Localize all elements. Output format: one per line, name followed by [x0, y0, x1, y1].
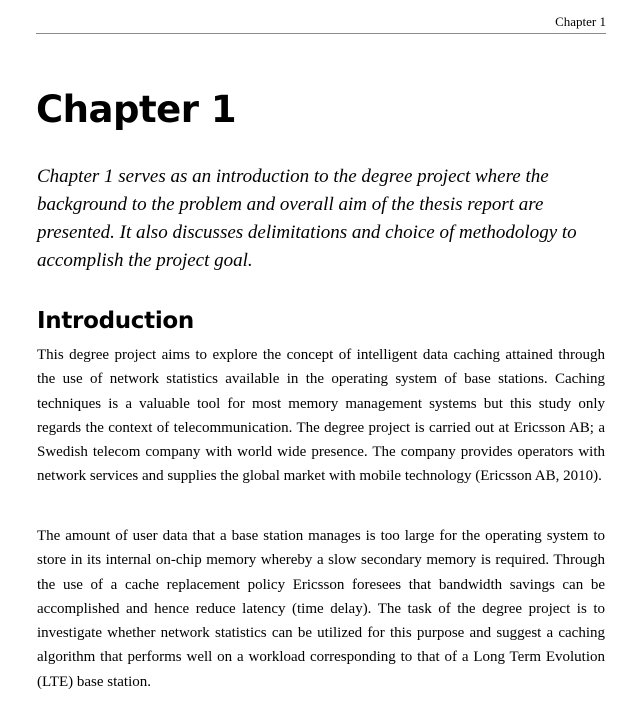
body-paragraph: The amount of user data that a base station manages is too large for the operating system to store in its internal on-chip memory whereby a slow secondary memory is required. Through the use of a cache replacement policy Ericsson foresees that bandwidth savings can be accomplished and hence reduce latency (time delay). The task of the degree project is to investigate whether network statistics can be utilized for this purpose and suggest a caching algorithm that performs well on a workload corresponding to that of a Long Term Evolution (LTE) base station. — [37, 528, 605, 690]
chapter-abstract: Chapter 1 serves as an introduction to the degree project where the background to the problem and overall aim of the thesis report are presented. It also discusses delimitations and choice of methodology to accomplish the project goal. — [37, 166, 577, 271]
header-rule — [36, 33, 606, 34]
running-header: Chapter 1 — [555, 14, 606, 29]
section-heading: Introduction — [37, 308, 194, 334]
chapter-title: Chapter 1 — [36, 88, 237, 131]
body-paragraph: This degree project aims to explore the concept of intelligent data caching attained through the use of network statistics available in the operating system of base stations. Caching techniques is a valuable tool for most memory management systems but this study only regards the context of telecommunication. The degree project is carried out at Ericsson AB; a Swedish telecom company with world wide presence. The company provides operators with network services and supplies the global market with mobile technology (Ericsson AB, 2010). — [37, 347, 605, 485]
